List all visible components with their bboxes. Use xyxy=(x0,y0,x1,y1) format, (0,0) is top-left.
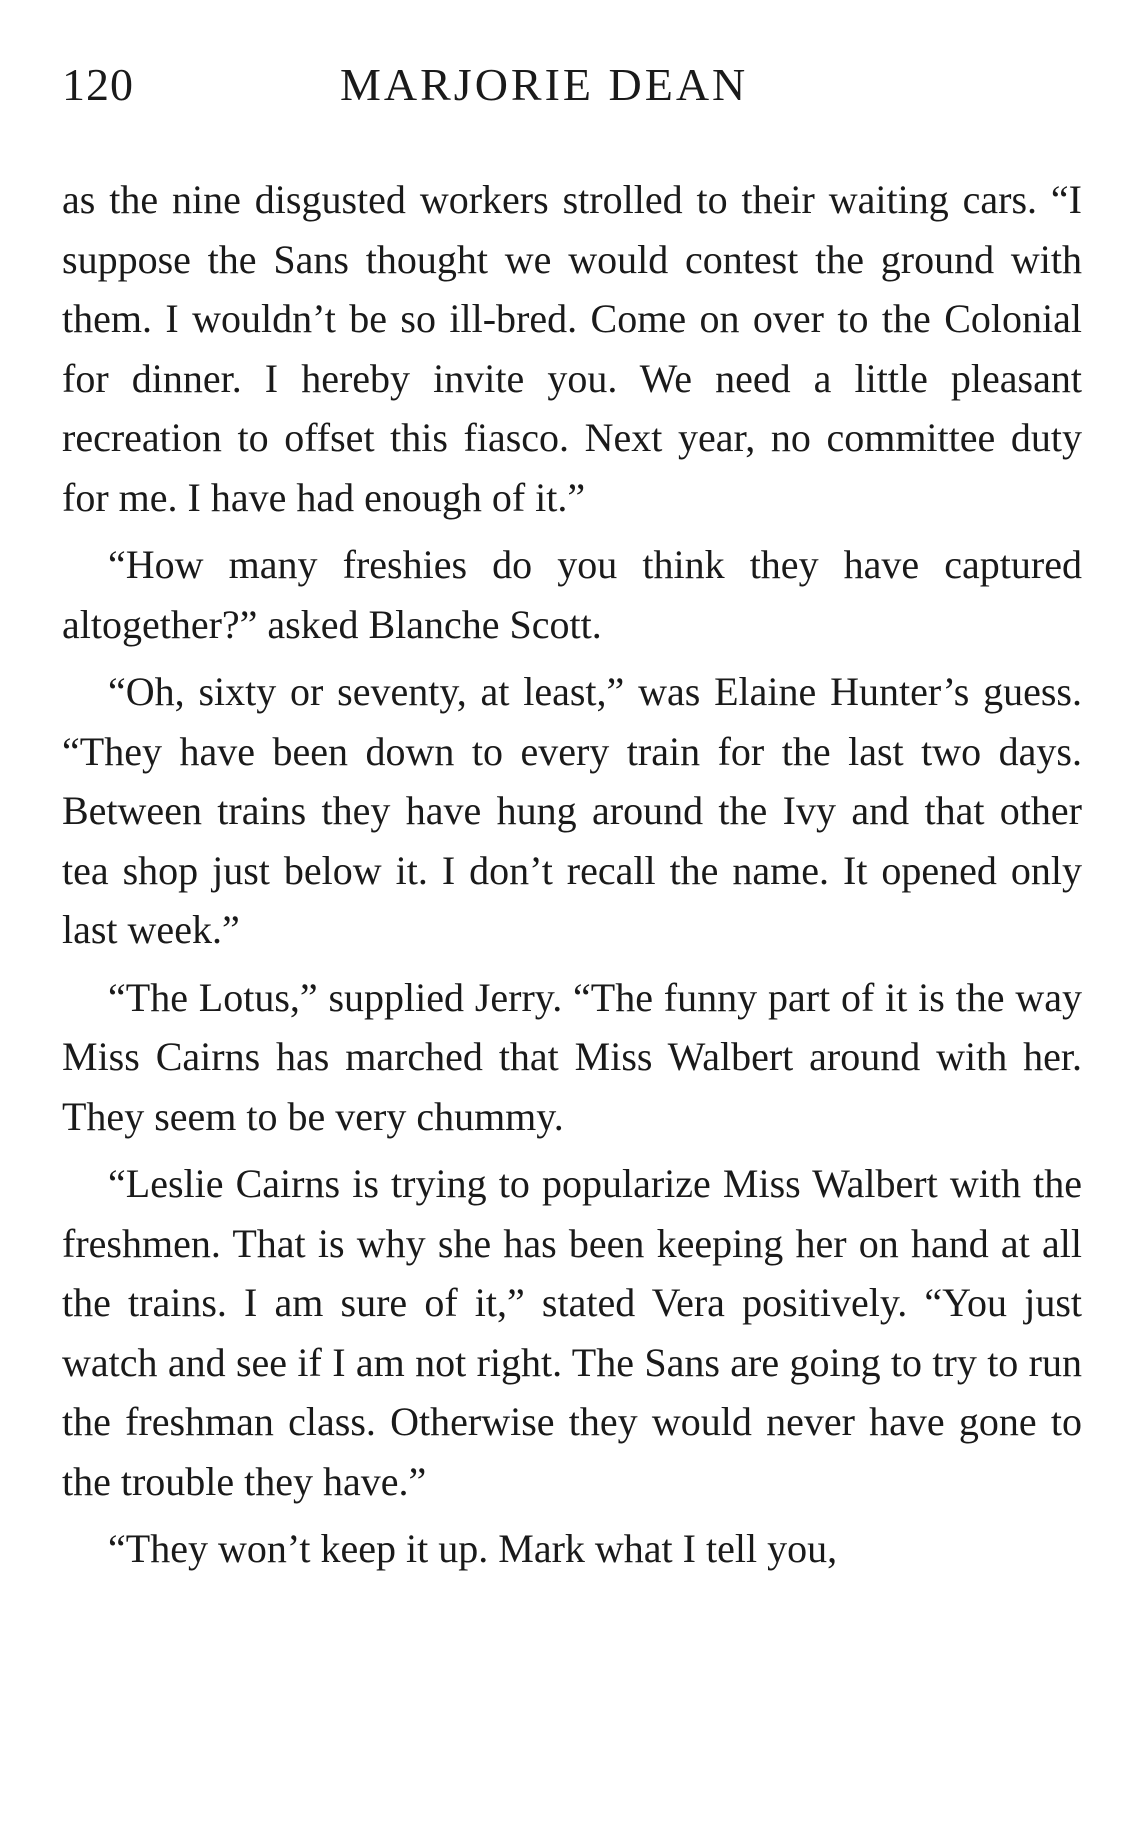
page-number: 120 xyxy=(62,59,134,110)
paragraph: “They won’t keep it up. Mark what I tell you, xyxy=(108,1526,838,1571)
running-title: MARJORIE DEAN xyxy=(340,59,749,110)
book-page xyxy=(62,40,1082,1579)
paragraph: “Oh, sixty or seventy, at least,” was Elaine Hunter’s guess. “They have been down to every train for the last two days. Between trains they have hung around the Ivy and that other tea shop just below it. I don’t recall the name. It opened only last week.” xyxy=(62,669,1082,952)
paragraph: “How many freshies do you think they have captured altogether?” asked Blanche Scott. xyxy=(62,542,1082,647)
paragraph: “The Lotus,” supplied Jerry. “The funny part of it is the way Miss Cairns has marched that Miss Walbert around with her. They seem to be very chummy. xyxy=(62,974,1082,1139)
body-text xyxy=(62,170,1082,1579)
paragraph: “Leslie Cairns is trying to popularize Miss Walbert with the freshmen. That is why she has been keeping her on hand at all the trains. I am sure of it,” stated Vera positively. “You just watch and see if I am not right. The Sans are going to try to run the freshman class. Otherwise they would never have gone to the trouble they have.” xyxy=(62,1161,1082,1504)
page-header xyxy=(62,40,1082,120)
paragraph: as the nine disgusted workers strolled to their waiting cars. “I suppose the Sans thought we would contest the ground with them. I wouldn’t be so ill-bred. Come on over to the Colonial for dinner. I hereby invite you. We need a little pleasant recreation to offset this fiasco. Next year, no committee duty for me. I have had enough of it.” xyxy=(62,177,1082,520)
